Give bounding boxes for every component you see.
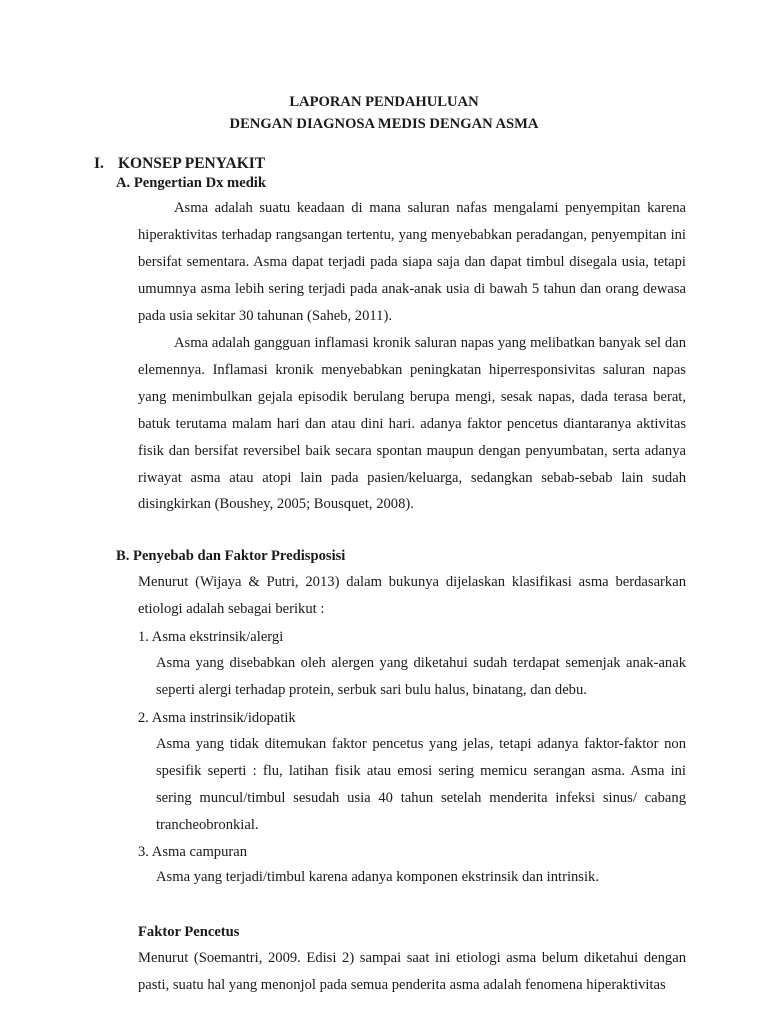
- paragraph-a2: Asma adalah gangguan inflamasi kronik saluran napas yang melibatkan banyak sel dan elemennya. Inflamasi kronik menyebabkan peningkatan hiperresponsivitas saluran napas yang menimbulkan gejala episodik berulang berupa mengi, sesak napas, dada terasa berat, batuk terutama malam hari dan atau dini hari. adanya faktor pencetus diantaranya aktivitas fisik dan bersifat reversibel baik secara spontan maupun dengan penyumbatan, serta adanya riwayat asma atau atopi lain pada pasien/keluarga, sedangkan sebab-sebab lain sudah disingkirkan (Boushey, 2005; Bousquet, 2008).: [138, 335, 686, 513]
- paragraph-b-intro: Menurut (Wijaya & Putri, 2013) dalam bukunya dijelaskan klasifikasi asma berdasarkan etiologi adalah sebagai berikut :: [138, 574, 686, 617]
- list-item-2-label: 2. Asma instrinsik/idopatik: [138, 710, 296, 726]
- section1-number: I.: [94, 155, 104, 172]
- subsection-a-heading: A. Pengertian Dx medik: [116, 175, 266, 191]
- list-item-3-label: 3. Asma campuran: [138, 844, 248, 860]
- subsection-b-heading: B. Penyebab dan Faktor Predisposisi: [116, 548, 346, 564]
- list-item-1-label: 1. Asma ekstrinsik/alergi: [138, 629, 284, 645]
- document-title-line2: DENGAN DIAGNOSA MEDIS DENGAN ASMA: [229, 116, 539, 132]
- faktor-pencetus-heading: Faktor Pencetus: [138, 924, 240, 940]
- document-title-line1: LAPORAN PENDAHULUAN: [289, 94, 479, 110]
- section1-title: KONSEP PENYAKIT: [118, 155, 266, 172]
- paragraph-a1: Asma adalah suatu keadaan di mana saluran nafas mengalami penyempitan karena hiperaktivitas terhadap rangsangan tertentu, yang menyebabkan peradangan, penyempitan ini bersifat sementara. Asma dapat terjadi pada siapa saja dan dapat timbul disegala usia, tetapi umumnya asma lebih sering terjadi pada anak-anak usia di bawah 5 tahun dan orang dewasa pada usia sekitar 30 tahunan (Saheb, 2011).: [138, 200, 686, 324]
- list-item-1-text: Asma yang disebabkan oleh alergen yang diketahui sudah terdapat semenjak anak-anak seperti alergi terhadap protein, serbuk sari bulu halus, binatang, dan debu.: [156, 655, 686, 698]
- faktor-pencetus-text: Menurut (Soemantri, 2009. Edisi 2) sampai saat ini etiologi asma belum diketahui dengan pasti, suatu hal yang menonjol pada semua penderita asma adalah fenomena hiperaktivitas: [138, 950, 686, 993]
- list-item-2-text: Asma yang tidak ditemukan faktor pencetus yang jelas, tetapi adanya faktor-faktor non spesifik seperti : flu, latihan fisik atau emosi sering memicu serangan asma. Asma ini sering muncul/timbul sesudah usia 40 tahun setelah menderita infeksi sinus/ cabang trancheobronkial.: [156, 736, 686, 833]
- list-item-3-text: Asma yang terjadi/timbul karena adanya komponen ekstrinsik dan intrinsik.: [156, 869, 599, 885]
